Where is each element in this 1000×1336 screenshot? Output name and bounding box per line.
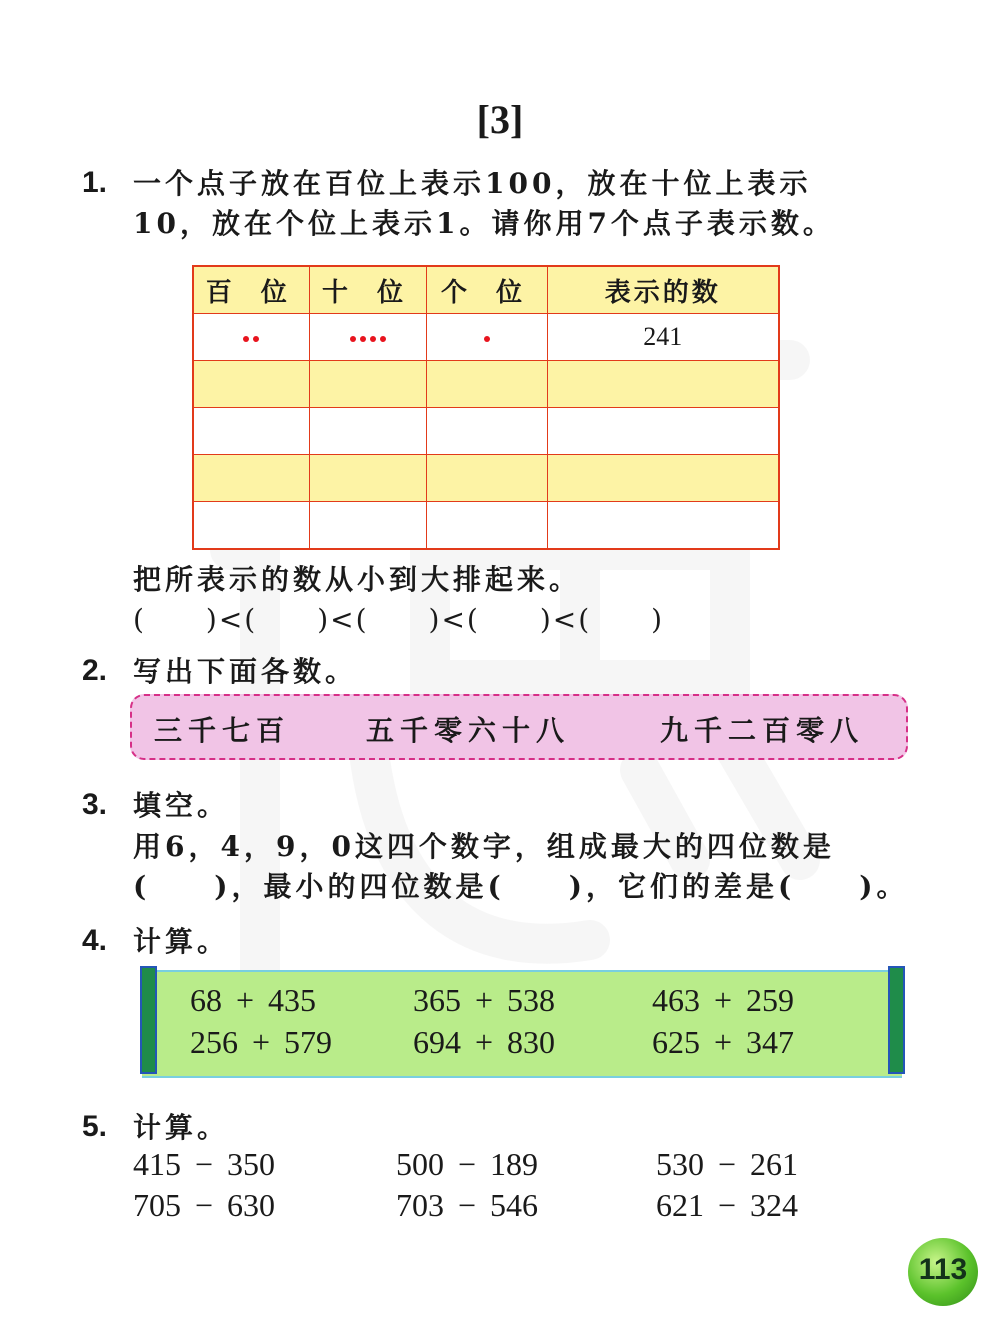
question-4-number: 4. xyxy=(82,924,108,957)
answer-cell[interactable] xyxy=(547,455,779,502)
example-value-cell: 241 xyxy=(547,314,779,361)
question-3-line-1: 用6，4，9，0这四个数字，组成最大的四位数是 xyxy=(133,830,835,863)
subtraction-problem: 703 − 546 xyxy=(396,1187,539,1223)
answer-cell[interactable] xyxy=(426,455,547,502)
number-word-3: 九千二百零八 xyxy=(660,714,865,747)
page-number: 113 xyxy=(918,1253,968,1286)
panel-right-bar xyxy=(888,966,905,1074)
question-5-prompt: 计算。 xyxy=(133,1111,230,1144)
number-word-1: 三千七百 xyxy=(154,714,291,747)
header-tens: 十 位 xyxy=(309,266,426,314)
page-title: [3] xyxy=(476,97,524,142)
answer-cell[interactable] xyxy=(309,408,426,455)
numbers-to-write-box xyxy=(130,694,908,760)
sort-prompt: 把所表示的数从小到大排起来。 xyxy=(133,563,582,596)
answer-cell[interactable] xyxy=(309,361,426,408)
answer-cell[interactable] xyxy=(309,455,426,502)
header-ones: 个 位 xyxy=(426,266,547,314)
question-3-prompt: 填空。 xyxy=(133,789,230,822)
answer-cell[interactable] xyxy=(193,502,309,550)
answer-cell[interactable] xyxy=(426,408,547,455)
table-row xyxy=(193,502,779,550)
number-word-2: 五千零六十八 xyxy=(366,714,571,747)
addition-problem: 463 + 259 xyxy=(652,982,795,1018)
table-row-example xyxy=(193,314,779,361)
counting-dot xyxy=(370,336,376,342)
addition-problem: 68 + 435 xyxy=(190,982,317,1018)
page-number-badge xyxy=(908,1238,978,1306)
panel-left-bar xyxy=(140,966,157,1074)
question-3-number: 3. xyxy=(82,788,108,821)
counting-dot xyxy=(484,336,490,342)
header-value: 表示的数 xyxy=(547,266,779,314)
table-header-row xyxy=(193,266,779,314)
answer-cell[interactable] xyxy=(193,455,309,502)
addition-problem: 694 + 830 xyxy=(413,1024,556,1060)
place-value-table xyxy=(192,265,780,550)
addition-problem: 256 + 579 xyxy=(190,1024,333,1060)
counting-dot xyxy=(350,336,356,342)
hundreds-dots-cell xyxy=(193,314,309,361)
question-1-line-1: 一个点子放在百位上表示100，放在十位上表示 xyxy=(133,167,812,200)
question-1-number: 1. xyxy=(82,166,108,199)
question-2-number: 2. xyxy=(82,654,108,687)
table-row xyxy=(193,408,779,455)
subtraction-problem: 705 − 630 xyxy=(133,1187,276,1223)
counting-dot xyxy=(243,336,249,342)
tens-dots-cell xyxy=(309,314,426,361)
table-row xyxy=(193,361,779,408)
answer-cell[interactable] xyxy=(193,361,309,408)
answer-cell[interactable] xyxy=(426,361,547,408)
subtraction-problem: 500 − 189 xyxy=(396,1146,539,1182)
question-3-line-2[interactable]: ( )，最小的四位数是( )，它们的差是( )。 xyxy=(133,870,909,903)
subtraction-problem: 530 − 261 xyxy=(656,1146,799,1182)
answer-cell[interactable] xyxy=(309,502,426,550)
answer-cell[interactable] xyxy=(193,408,309,455)
answer-cell[interactable] xyxy=(547,502,779,550)
answer-cell[interactable] xyxy=(426,502,547,550)
counting-dot xyxy=(360,336,366,342)
question-2-prompt: 写出下面各数。 xyxy=(133,655,358,688)
counting-dot xyxy=(253,336,259,342)
question-4-prompt: 计算。 xyxy=(133,925,230,958)
question-5-number: 5. xyxy=(82,1110,108,1143)
answer-cell[interactable] xyxy=(547,361,779,408)
table-row xyxy=(193,455,779,502)
subtraction-problem: 415 − 350 xyxy=(133,1146,276,1182)
addition-problem: 625 + 347 xyxy=(652,1024,795,1060)
ones-dots-cell xyxy=(426,314,547,361)
question-1-line-2: 10，放在个位上表示1。请你用7个点子表示数。 xyxy=(133,207,835,240)
counting-dot xyxy=(380,336,386,342)
sort-blanks[interactable]: ( )<( )<( )<( )<( ) xyxy=(133,603,665,636)
subtraction-problem: 621 − 324 xyxy=(656,1187,799,1223)
answer-cell[interactable] xyxy=(547,408,779,455)
header-hundreds: 百 位 xyxy=(193,266,309,314)
addition-problem: 365 + 538 xyxy=(413,982,556,1018)
